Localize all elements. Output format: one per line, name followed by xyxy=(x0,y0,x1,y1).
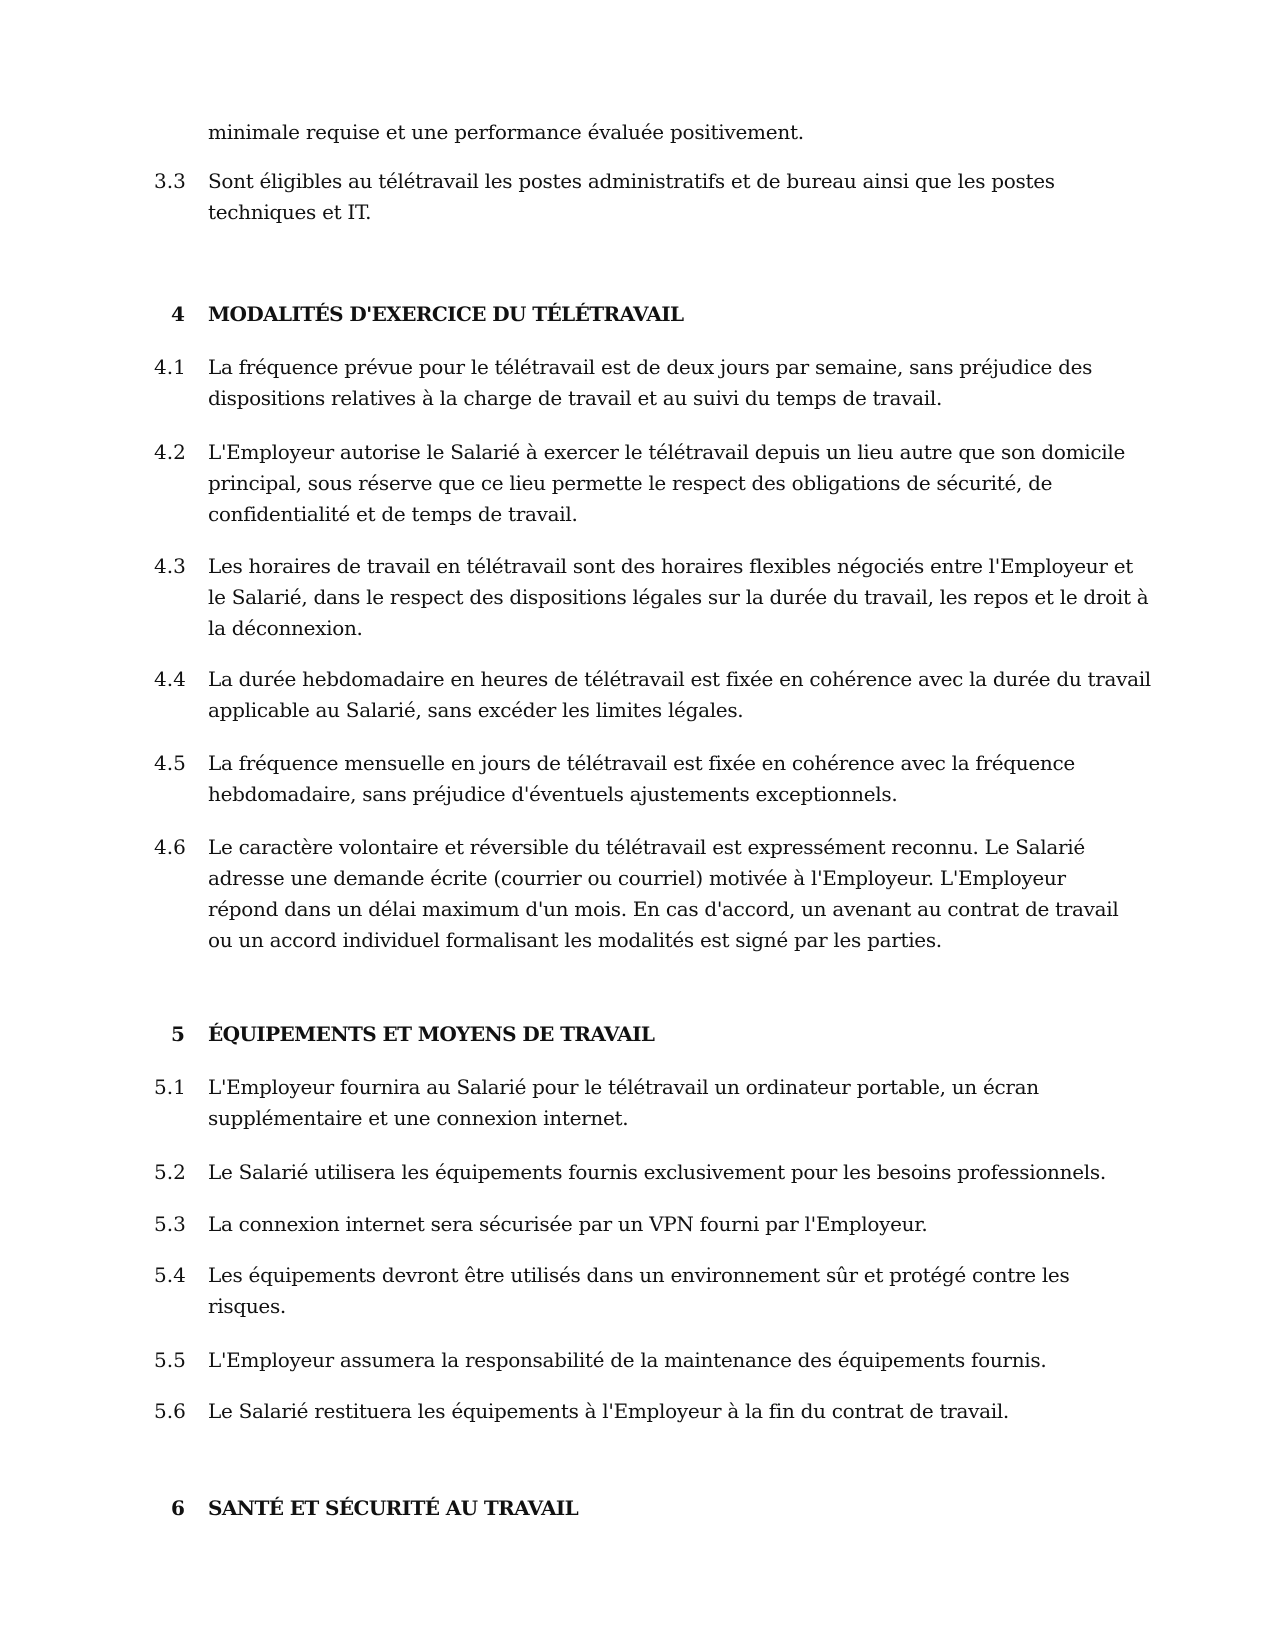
clause-line: hebdomadaire, sans préjudice d'éventuels ajustements exceptionnels. xyxy=(208,782,898,806)
clause-line: principal, sous réserve que ce lieu permette le respect des obligations de sécurité, de xyxy=(208,471,1053,495)
clause-number: 5.4 xyxy=(154,1263,186,1287)
clause-line: risques. xyxy=(208,1294,286,1318)
clause-number: 4.2 xyxy=(154,440,186,464)
clause-line: Le Salarié utilisera les équipements fournis exclusivement pour les besoins professionnels. xyxy=(208,1160,1106,1184)
section-title: ÉQUIPEMENTS ET MOYENS DE TRAVAIL xyxy=(208,1022,655,1046)
clause-line: Les équipements devront être utilisés dans un environnement sûr et protégé contre les xyxy=(208,1263,1070,1287)
clause-text xyxy=(208,1209,1158,1240)
clause-number: 5.6 xyxy=(154,1399,186,1423)
clause-line: la déconnexion. xyxy=(208,616,363,640)
clause-text xyxy=(208,166,1158,228)
clause-text xyxy=(208,352,1158,414)
clause-number: 4.3 xyxy=(154,554,186,578)
clause-number: 5.2 xyxy=(154,1160,186,1184)
clause-number: 4.5 xyxy=(154,751,186,775)
clause-line: Sont éligibles au télétravail les postes administratifs et de bureau ainsi que les postes xyxy=(208,169,1055,193)
clause-line: La durée hebdomadaire en heures de télétravail est fixée en cohérence avec la durée du travail xyxy=(208,667,1151,691)
clause-number: 5.3 xyxy=(154,1212,186,1236)
clause-number: 4.1 xyxy=(154,355,186,379)
clause-line: La connexion internet sera sécurisée par un VPN fourni par l'Employeur. xyxy=(208,1212,928,1236)
clause-number: 4.4 xyxy=(154,667,186,691)
clause-number: 5.5 xyxy=(154,1348,186,1372)
clause-line: La fréquence mensuelle en jours de télétravail est fixée en cohérence avec la fréquence xyxy=(208,751,1075,775)
clause-line: le Salarié, dans le respect des dispositions légales sur la durée du travail, les repos et le droit à xyxy=(208,585,1149,609)
clause-line: supplémentaire et une connexion internet. xyxy=(208,1106,629,1130)
clause-line: dispositions relatives à la charge de travail et au suivi du temps de travail. xyxy=(208,386,943,410)
clause-line: ou un accord individuel formalisant les modalités est signé par les parties. xyxy=(208,928,942,952)
section-title: SANTÉ ET SÉCURITÉ AU TRAVAIL xyxy=(208,1496,579,1520)
clause-text xyxy=(208,664,1158,726)
clause-line: L'Employeur fournira au Salarié pour le télétravail un ordinateur portable, un écran xyxy=(208,1075,1039,1099)
clause-line: Le Salarié restituera les équipements à l'Employeur à la fin du contrat de travail. xyxy=(208,1399,1009,1423)
clause-text xyxy=(208,832,1158,956)
clause-text xyxy=(208,1396,1158,1427)
clause-line: adresse une demande écrite (courrier ou courriel) motivée à l'Employeur. L'Employeur xyxy=(208,866,1066,890)
clause-text xyxy=(208,1345,1158,1376)
clause-line: répond dans un délai maximum d'un mois. En cas d'accord, un avenant au contrat de travail xyxy=(208,897,1119,921)
clause-text xyxy=(208,437,1158,530)
continuation-line: minimale requise et une performance évaluée positivement. xyxy=(208,120,804,144)
clause-line: Les horaires de travail en télétravail sont des horaires flexibles négociés entre l'Employeur et xyxy=(208,554,1133,578)
section-number: 5 xyxy=(171,1022,185,1046)
clause-line: techniques et IT. xyxy=(208,200,372,224)
clause-text xyxy=(208,551,1158,644)
clause-line: L'Employeur assumera la responsabilité de la maintenance des équipements fournis. xyxy=(208,1348,1047,1372)
clause-text xyxy=(208,1157,1158,1188)
clause-number: 3.3 xyxy=(154,169,186,193)
clause-number: 5.1 xyxy=(154,1075,186,1099)
clause-line: Le caractère volontaire et réversible du télétravail est expressément reconnu. Le Salarié xyxy=(208,835,1085,859)
clause-line: applicable au Salarié, sans excéder les limites légales. xyxy=(208,698,744,722)
clause-text xyxy=(208,1072,1158,1134)
clause-line: confidentialité et de temps de travail. xyxy=(208,502,578,526)
clause-text xyxy=(208,748,1158,810)
section-number: 6 xyxy=(171,1496,185,1520)
section-title: MODALITÉS D'EXERCICE DU TÉLÉTRAVAIL xyxy=(208,302,684,326)
clause-text xyxy=(208,1260,1158,1322)
section-number: 4 xyxy=(171,302,185,326)
clause-number: 4.6 xyxy=(154,835,186,859)
clause-line: L'Employeur autorise le Salarié à exercer le télétravail depuis un lieu autre que son domicile xyxy=(208,440,1126,464)
clause-line: La fréquence prévue pour le télétravail est de deux jours par semaine, sans préjudice des xyxy=(208,355,1093,379)
